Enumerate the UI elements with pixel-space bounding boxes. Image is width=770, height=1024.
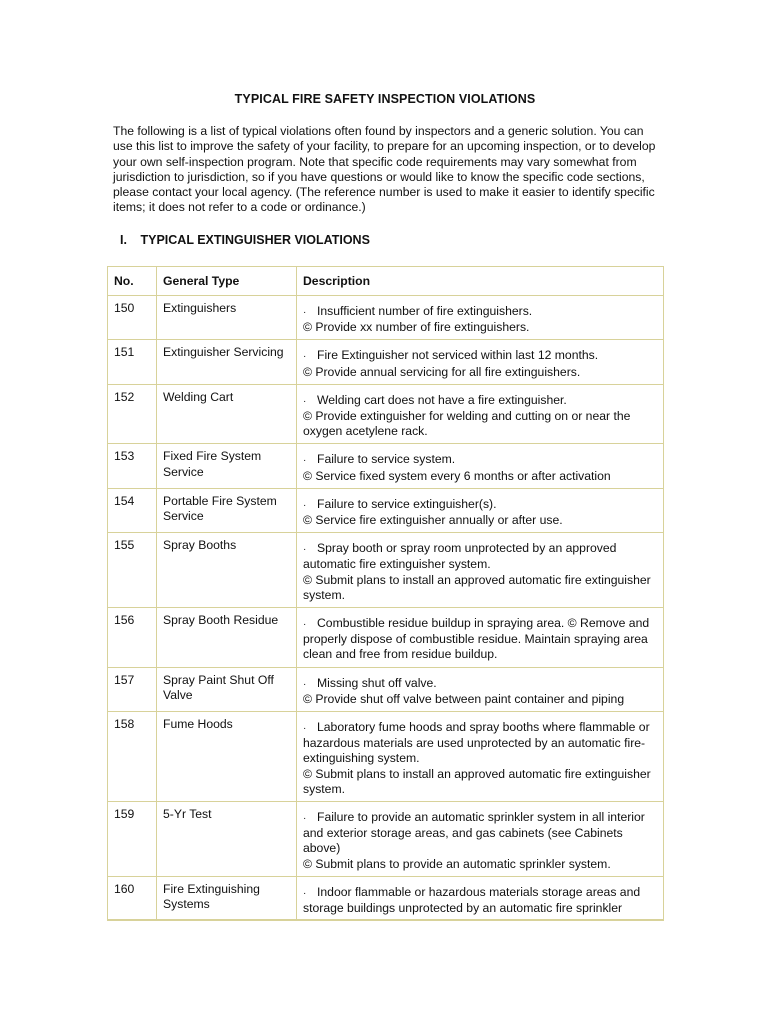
violation-text <box>303 717 658 767</box>
header-no: No. <box>108 267 157 296</box>
bullet-icon: · <box>303 887 307 899</box>
table-row <box>108 444 664 488</box>
intro-paragraph: The following is a list of typical violations often found by inspectors and a generic solution. You can use this list to improve the safety of your facility, to prepare for an upcoming inspection, or to develop your own self-inspection program. Note that specific code requirements may vary somewhat from jurisdiction to jurisdiction, so if you have questions or would like to know the specific code sections, please contact your local agency. (The reference number is used to make it easier to identify specific items; it does not refer to a code or ordinance.) <box>113 124 656 215</box>
violation-text <box>303 613 658 663</box>
violation-label: Insufficient number of fire extinguishers. <box>317 304 533 318</box>
table-row <box>108 488 664 532</box>
table-row <box>108 876 664 920</box>
bullet-icon: · <box>303 455 307 467</box>
violation-text <box>303 301 658 320</box>
row-description <box>297 488 664 532</box>
solution-text: © Provide shut off valve between paint container and piping <box>303 691 625 706</box>
row-number: 150 <box>108 296 157 340</box>
table-row <box>108 712 664 802</box>
row-description <box>297 712 664 802</box>
section-number: I. <box>120 233 127 247</box>
bullet-icon: · <box>303 395 307 407</box>
solution-text: © Provide xx number of fire extinguishers. <box>303 320 530 335</box>
solution-text: © Service fixed system every 6 months or after activation <box>303 468 611 483</box>
row-general-type: Spray Booth Residue <box>157 608 297 668</box>
violation-label: Failure to service system. <box>317 452 456 467</box>
table-row <box>108 667 664 711</box>
table-row <box>108 340 664 384</box>
row-general-type: Extinguishers <box>157 296 297 340</box>
violation-label: Spray booth or spray room unprotected by an approved automatic fire extinguisher system. <box>303 541 617 572</box>
violation-text <box>303 807 658 857</box>
violation-text <box>303 538 658 572</box>
bullet-icon: · <box>303 813 307 825</box>
solution-text: © Provide annual servicing for all fire extinguishers. <box>303 364 581 379</box>
row-description <box>297 296 664 340</box>
violation-label: Welding cart does not have a fire extinguisher. <box>317 392 567 407</box>
violation-label: Failure to service extinguisher(s). <box>317 496 497 511</box>
row-number: 160 <box>108 876 157 920</box>
violation-text <box>303 390 658 409</box>
violation-label: Laboratory fume hoods and spray booths where flammable or hazardous materials are used unprotected by an automatic fire-extinguishing system. <box>303 720 650 766</box>
row-general-type: Spray Booths <box>157 533 297 608</box>
row-number: 157 <box>108 667 157 711</box>
violation-label: Failure to provide an automatic sprinkler system in all interior and exterior storage areas, and gas cabinets (see Cabinets above) <box>303 810 645 856</box>
bullet-icon: · <box>303 499 307 511</box>
header-description: Description <box>297 267 664 296</box>
row-number: 156 <box>108 608 157 668</box>
row-general-type: Fire Extinguishing Systems <box>157 876 297 920</box>
table-row <box>108 533 664 608</box>
row-number: 158 <box>108 712 157 802</box>
row-number: 154 <box>108 488 157 532</box>
row-number: 155 <box>108 533 157 608</box>
solution-text: © Service fire extinguisher annually or after use. <box>303 513 563 528</box>
violation-text <box>303 882 658 916</box>
row-general-type: Fixed Fire System Service <box>157 444 297 488</box>
bullet-icon: · <box>303 619 307 631</box>
bullet-icon: · <box>303 678 307 690</box>
row-description <box>297 444 664 488</box>
table-bottom-border <box>107 919 663 920</box>
violation-label: Indoor flammable or hazardous materials storage areas and storage buildings unprotected by an automatic fire sprinkler <box>303 884 641 916</box>
table-row <box>108 802 664 877</box>
violation-text <box>303 345 658 364</box>
row-general-type: Spray Paint Shut Off Valve <box>157 667 297 711</box>
violation-label: Fire Extinguisher not serviced within last 12 months. <box>317 348 599 363</box>
violation-text <box>303 449 658 468</box>
bullet-icon: · <box>303 351 307 363</box>
solution-text: © Provide extinguisher for welding and cutting on or near the oxygen acetylene rack. <box>303 409 631 439</box>
solution-text: © Submit plans to provide an automatic sprinkler system. <box>303 856 611 871</box>
solution-text: © Submit plans to install an approved automatic fire extinguisher system. <box>303 572 651 602</box>
section-title: TYPICAL EXTINGUISHER VIOLATIONS <box>140 233 370 247</box>
row-description <box>297 533 664 608</box>
violation-label: Combustible residue buildup in spraying area. © Remove and properly dispose of combustible residue. Maintain spraying area clean and free from residue buildup. <box>303 616 650 662</box>
solution-text: © Submit plans to install an approved automatic fire extinguisher system. <box>303 766 651 796</box>
table-row <box>108 384 664 444</box>
row-number: 151 <box>108 340 157 384</box>
violations-table <box>107 266 664 921</box>
bullet-icon: · <box>303 544 307 556</box>
table-body <box>108 296 664 921</box>
row-description <box>297 340 664 384</box>
row-number: 153 <box>108 444 157 488</box>
row-general-type: 5-Yr Test <box>157 802 297 877</box>
violation-text <box>303 673 658 692</box>
row-general-type: Extinguisher Servicing <box>157 340 297 384</box>
row-general-type: Fume Hoods <box>157 712 297 802</box>
violation-label: Missing shut off valve. <box>317 675 437 690</box>
row-description <box>297 667 664 711</box>
document-title: TYPICAL FIRE SAFETY INSPECTION VIOLATIONS <box>234 92 536 106</box>
table-row <box>108 296 664 340</box>
section-heading <box>120 233 370 247</box>
header-general-type: General Type <box>157 267 297 296</box>
row-description <box>297 384 664 444</box>
bullet-icon: · <box>303 307 307 318</box>
row-general-type: Portable Fire System Service <box>157 488 297 532</box>
violations-table-container <box>100 266 670 921</box>
row-description <box>297 876 664 920</box>
table-header-row <box>108 267 664 296</box>
table-row <box>108 608 664 668</box>
bullet-icon: · <box>303 723 307 735</box>
violation-text <box>303 494 658 513</box>
row-number: 159 <box>108 802 157 877</box>
row-general-type: Welding Cart <box>157 384 297 444</box>
row-description <box>297 608 664 668</box>
row-description <box>297 802 664 877</box>
row-number: 152 <box>108 384 157 444</box>
